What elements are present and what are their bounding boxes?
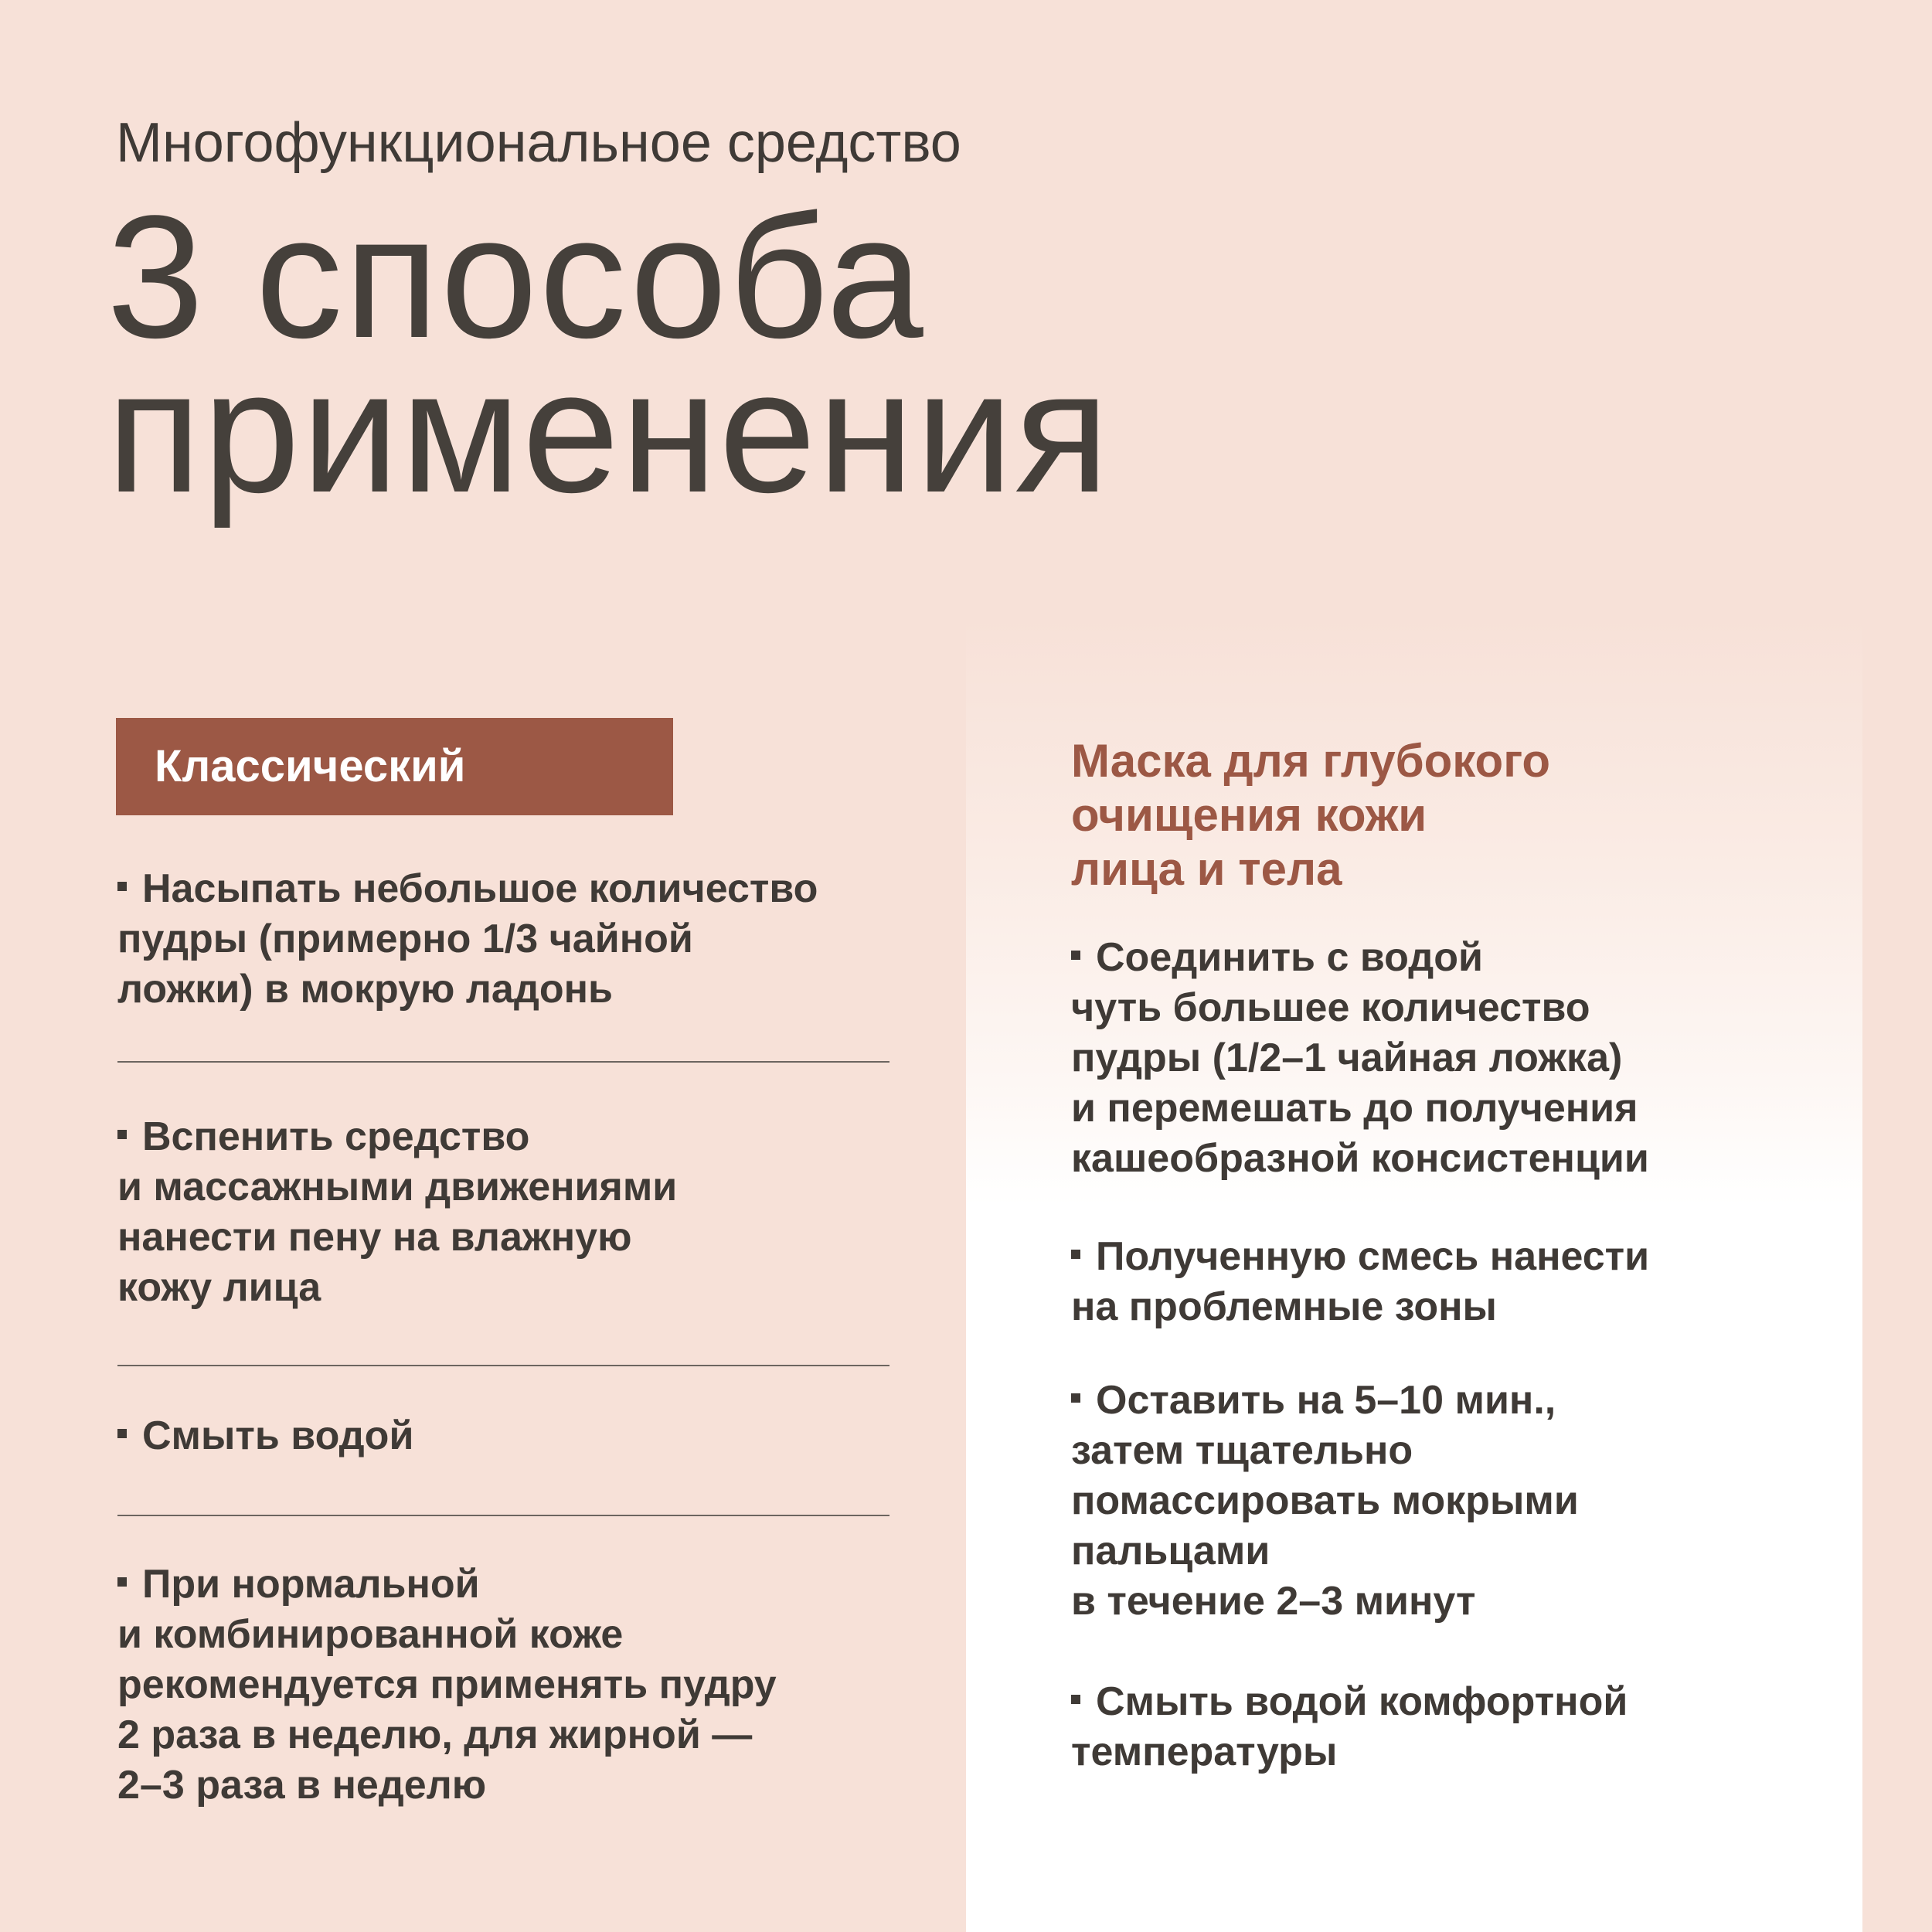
classic-step-4-text: При нормальной и комбинированной коже рекомендуется применять пудру 2 раза в неделю, для жирной — 2–3 раза в неделю (117, 1562, 777, 1808)
classic-step-3-text: Смыть водой (142, 1413, 414, 1458)
page-subtitle: Многофункциональное средство (116, 112, 961, 174)
mask-method-heading: Маска для глубокого очищения кожи лица и тела (1071, 735, 1551, 895)
divider (117, 1061, 889, 1063)
mask-step-3 (1071, 1376, 1859, 1627)
classic-step-3 (117, 1411, 921, 1461)
classic-step-1 (117, 864, 921, 1015)
page-title-line-2: применения (107, 333, 1111, 529)
classic-step-2 (117, 1112, 921, 1313)
page-title (107, 179, 1111, 529)
classic-step-4 (117, 1560, 921, 1811)
divider (117, 1515, 889, 1516)
mask-step-1 (1071, 933, 1859, 1184)
mask-step-3-text: Оставить на 5–10 мин., затем тщательно помассировать мокрыми пальцами в течение 2–3 минут (1071, 1378, 1579, 1624)
mask-step-2 (1071, 1232, 1859, 1332)
bullet-icon (117, 1429, 127, 1438)
bullet-icon (117, 1130, 127, 1139)
mask-step-1-text: Соединить с водой чуть большее количество пудры (1/2–1 чайная ложка) и перемешать до получения кашеобразной консистенции (1071, 935, 1649, 1181)
mask-step-2-text: Полученную смесь нанести на проблемные зоны (1071, 1234, 1650, 1329)
mask-step-4 (1071, 1677, 1859, 1777)
mask-step-4-text: Смыть водой комфортной температуры (1071, 1679, 1628, 1774)
bullet-icon (1071, 951, 1080, 960)
bullet-icon (117, 1577, 127, 1587)
classic-step-2-text: Вспенить средство и массажными движениями нанести пену на влажную кожу лица (117, 1114, 678, 1310)
bullet-icon (117, 882, 127, 891)
divider (117, 1365, 889, 1366)
page-title-line-1: 3 способа (107, 179, 925, 374)
bullet-icon (1071, 1393, 1080, 1403)
classic-method-label: Классический (116, 718, 673, 815)
bullet-icon (1071, 1695, 1080, 1704)
bullet-icon (1071, 1250, 1080, 1259)
classic-step-1-text: Насыпать небольшое количество пудры (примерно 1/3 чайной ложки) в мокрую ладонь (117, 866, 818, 1012)
